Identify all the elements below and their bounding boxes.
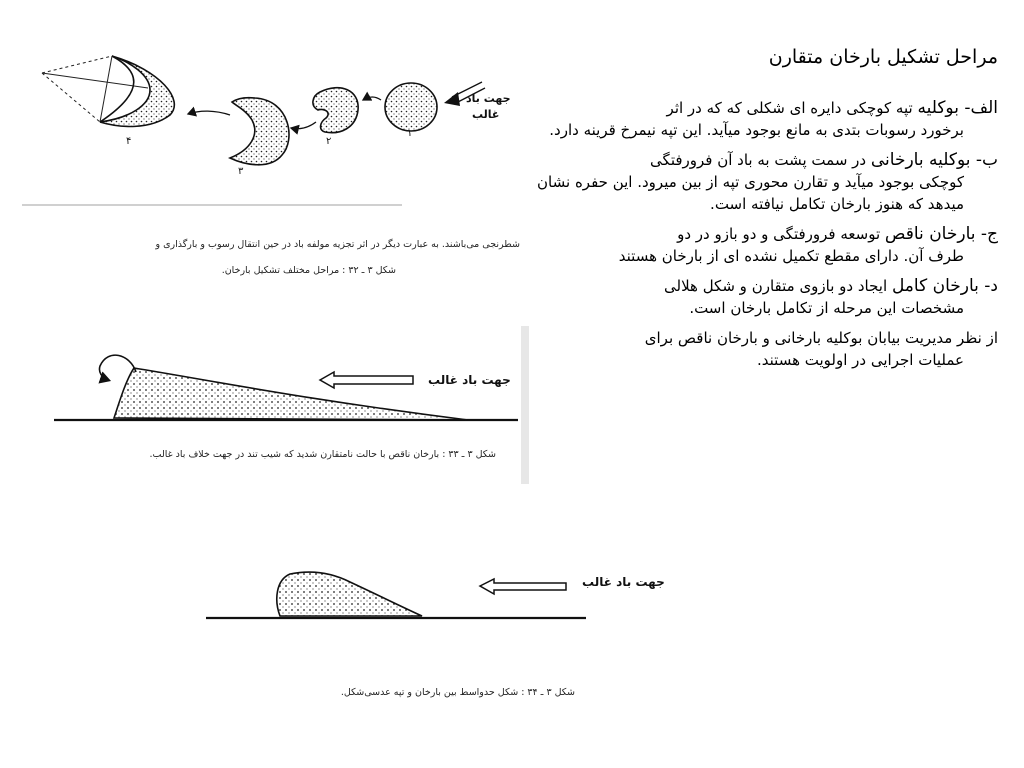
stage-number-1: ۱ <box>407 128 413 139</box>
wind-arrow-2 <box>320 372 413 388</box>
figure3-intermediate-dune <box>200 560 600 630</box>
paragraph-dal-first: ایجاد دو بازوی متقارن و شکل هلالی <box>664 277 888 295</box>
arrow-1-to-2 <box>363 97 381 100</box>
dune-profile <box>114 368 468 420</box>
figure1-barchan-stages <box>20 40 520 230</box>
body-text <box>528 97 998 379</box>
stage-number-2: ۲ <box>326 136 332 147</box>
stage2-kidney <box>313 88 358 133</box>
dune-profile-3 <box>277 572 422 616</box>
figure3-caption: شکل ۳ ـ ۳۴ : شکل حدواسط بین بارخان و تپه عدسی‌شکل. <box>340 687 575 698</box>
stage4-full-barchan <box>42 56 174 126</box>
arrow-2-to-3 <box>291 122 316 129</box>
paragraph-be <box>528 149 998 215</box>
figure2-caption: شکل ۳ ـ ۳۳ : بارخان ناقص با حالت نامتقارن شدید که شیب تند در جهت خلاف باد غالب. <box>149 449 496 460</box>
paragraph-conclusion-rest: عملیات اجرایی در اولویت هستند. <box>757 351 964 369</box>
paragraph-alef <box>528 97 998 141</box>
paragraph-conclusion-first: از نظر مدیریت بیابان بوکلیه بارخانی و بارخان ناقص برای <box>644 329 998 347</box>
stage-number-4: ۴ <box>126 136 132 147</box>
paragraph-jim-rest: طرف آن. دارای مقطع تکمیل نشده ای از بارخان هستند <box>618 247 964 265</box>
paragraph-conclusion <box>528 327 998 371</box>
figure3-wind-label: جهت باد غالب <box>582 575 665 589</box>
paragraph-jim-head: ج- بارخان ناقص <box>884 224 998 244</box>
wind-arrow-3 <box>480 579 566 594</box>
paragraph-alef-head: الف- بوکلیه <box>917 98 998 118</box>
paragraph-alef-rest: برخورد رسوبات بتدی به مانع بوجود میآید. این تپه نیمرخ قرینه دارد. <box>549 121 964 139</box>
figure2-wind-label: جهت باد غالب <box>428 373 511 387</box>
paragraph-be-head: ب- بوکلیه بارخانی <box>870 150 998 170</box>
arrow-3-to-4 <box>188 111 230 115</box>
stage3-crescent <box>230 98 289 165</box>
paragraph-dal <box>528 275 998 319</box>
stage1-circle-dune <box>385 83 437 131</box>
paragraph-dal-rest: مشخصات این مرحله از تکامل بارخان است. <box>689 299 964 317</box>
paragraph-alef-first: تپه کوچکی دایره ای شکلی که که در اثر <box>666 99 913 117</box>
figure1-wind-label-line2: غالب <box>472 108 500 121</box>
paragraph-jim <box>528 223 998 267</box>
paragraph-jim-first: توسعه فرورفتگی و دو بازو در دو <box>677 225 881 243</box>
figure1-caption-line2: شکل ۳ ـ ۳۲ : مراحل مختلف تشکیل بارخان. <box>221 265 396 276</box>
stage-number-3: ۳ <box>238 166 244 177</box>
slide-title: مراحل تشکیل بارخان متقارن <box>768 46 998 68</box>
paragraph-be-rest: کوچکی بوجود میآید و تقارن محوری تپه از بین میرود. این حفره نشان میدهد که هنوز بارخان تکامل نیافته است. <box>537 173 964 213</box>
paragraph-be-first: در سمت پشت به باد آن فرورفتگی <box>650 151 867 169</box>
paragraph-dal-head: د- بارخان کامل <box>891 276 998 296</box>
figure1-caption-line1: شطرنجی می‌باشند. به عبارت دیگر در اثر تجزیه مولفه باد در حین انتقال رسوب و بارگذاری و <box>155 239 520 250</box>
figure1-wind-label-line1: جهت باد <box>466 92 511 105</box>
